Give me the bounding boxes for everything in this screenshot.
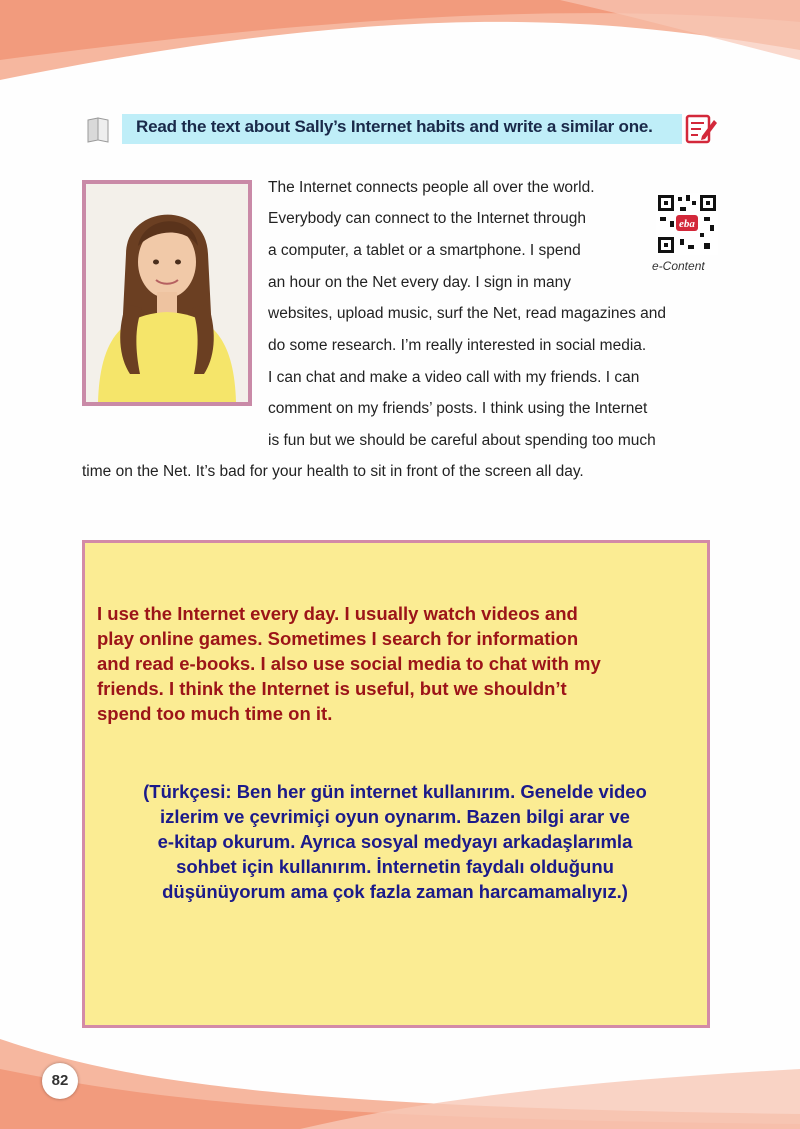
reading-line: Everybody can connect to the Internet through	[268, 210, 586, 227]
reading-line: a computer, a tablet or a smartphone. I spend	[268, 242, 581, 259]
answer-box[interactable]	[82, 540, 710, 1028]
svg-text:eba: eba	[679, 218, 695, 230]
reading-line: comment on my friends’ posts. I think using the Internet	[268, 400, 648, 417]
reading-line: an hour on the Net every day. I sign in many	[268, 274, 571, 291]
english-answer	[97, 601, 697, 726]
english-answer-line: and read e-books. I also use social media to chat with my	[97, 653, 601, 674]
reading-line: websites, upload music, surf the Net, read magazines and	[268, 305, 667, 322]
pencil-note-icon	[684, 110, 718, 146]
turkish-translation-line: düşünüyorum ama çok fazla zaman harcamamalıyız.)	[162, 881, 628, 902]
turkish-translation-line: (Türkçesi: Ben her gün internet kullanırım. Genelde video	[143, 781, 647, 802]
top-decorative-wave	[0, 0, 800, 90]
english-answer-line: spend too much time on it.	[97, 703, 333, 724]
turkish-translation	[95, 779, 695, 904]
girl-illustration	[86, 184, 248, 402]
reading-line: time on the Net. It’s bad for your health to sit in front of the screen all day.	[82, 463, 584, 480]
instruction-text: Read the text about Sally’s Internet habits and write a similar one.	[136, 117, 653, 136]
reading-line: is fun but we should be careful about spending too much	[268, 432, 656, 449]
english-answer-line: friends. I think the Internet is useful, but we shouldn’t	[97, 678, 567, 699]
qr-code-label: e-Content	[652, 259, 705, 273]
reading-line: do some research. I’m really interested in social media.	[268, 337, 647, 354]
reading-line: The Internet connects people all over the world.	[268, 179, 595, 196]
turkish-translation-line: sohbet için kullanırım. İnternetin faydalı olduğunu	[176, 856, 614, 877]
bottom-decorative-wave	[0, 1039, 800, 1129]
page-number: 82	[42, 1063, 78, 1099]
english-answer-line: I use the Internet every day. I usually watch videos and	[97, 603, 578, 624]
book-icon	[84, 114, 114, 144]
instruction-banner	[84, 110, 724, 146]
turkish-translation-line: izlerim ve çevrimiçi oyun oynarım. Bazen bilgi arar ve	[160, 806, 630, 827]
english-answer-line: play online games. Sometimes I search for information	[97, 628, 579, 649]
reading-line: I can chat and make a video call with my friends. I can	[268, 369, 640, 386]
girl-photo	[82, 180, 252, 406]
turkish-translation-line: e-kitap okurum. Ayrıca sosyal medyayı arkadaşlarımla	[157, 831, 633, 852]
qr-code-icon[interactable]	[656, 193, 718, 255]
